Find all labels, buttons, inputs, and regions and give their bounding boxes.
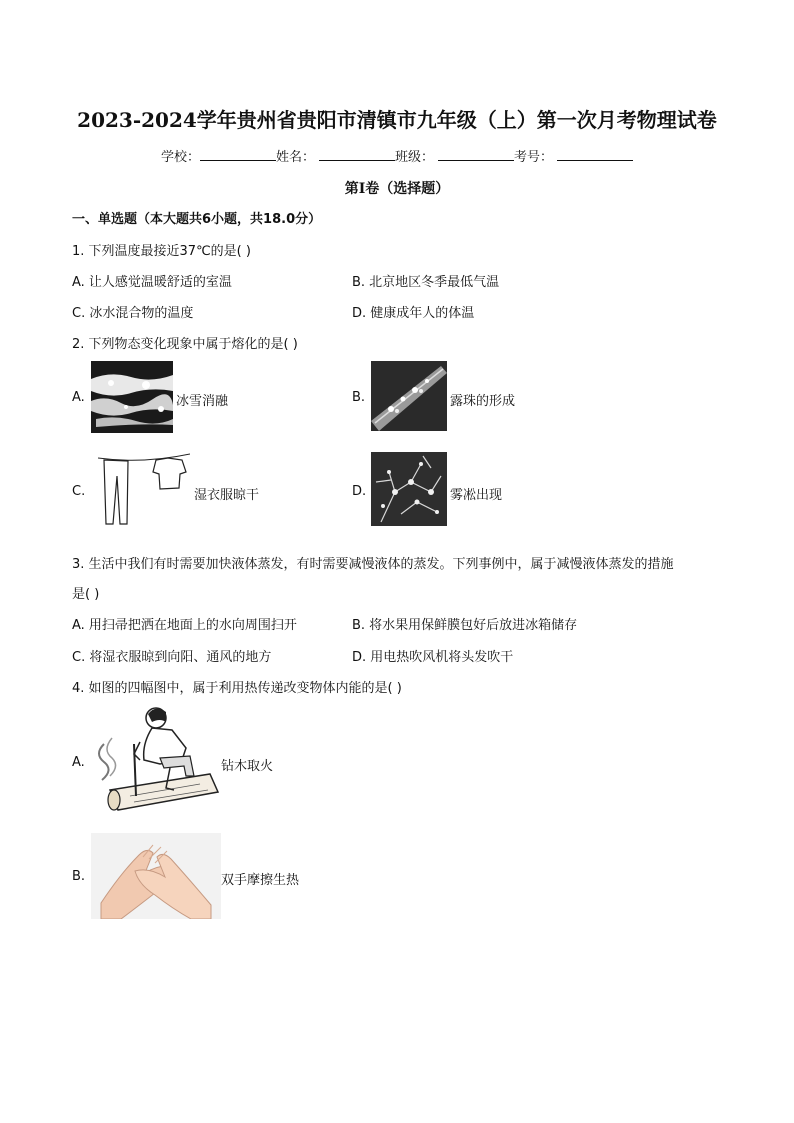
q3-stem-line2: 是( ): [72, 587, 100, 602]
q4-stem: 4. 如图的四幅图中，属于利用热传递改变物体内能的是( ): [72, 681, 402, 696]
q4-option-a-text: 钻木取火: [221, 759, 274, 774]
q2-option-b-text: 露珠的形成: [450, 394, 516, 409]
q3-option-d: D. 用电热吹风机将头发吹干: [352, 650, 514, 665]
ice-melting-image: [91, 361, 173, 433]
q1-option-b: B. 北京地区冬季最低气温: [352, 275, 500, 290]
class-blank[interactable]: [438, 148, 514, 161]
student-info-line: [0, 146, 794, 165]
q4-option-a-letter: A.: [72, 755, 85, 770]
q2-option-d-letter: D.: [352, 484, 367, 499]
q3-stem-line1: 3. 生活中我们有时需要加快液体蒸发，有时需要减慢液体的蒸发。下列事例中，属于减慢液体蒸发的措施: [72, 557, 674, 572]
q3-option-b: B. 将水果用保鲜膜包好后放进冰箱储存: [352, 618, 578, 633]
q2-option-c-text: 湿衣服晾干: [194, 488, 260, 503]
dew-drops-image: [371, 361, 447, 431]
section-heading: 一、单选题（本大题共6小题，共18.0分）: [72, 212, 322, 227]
drilling-wood-fire-image: [90, 704, 222, 814]
q2-option-b-letter: B.: [352, 390, 366, 405]
exam-no-label: 考号：: [514, 150, 554, 165]
school-blank[interactable]: [200, 148, 276, 161]
q3-option-c: C. 将湿衣服晾到向阳、通风的地方: [72, 650, 272, 665]
class-label: 班级：: [395, 150, 435, 165]
q4-option-b-text: 双手摩擦生热: [221, 873, 300, 888]
q1-option-a: A. 让人感觉温暖舒适的室温: [72, 275, 232, 290]
name-label: 姓名：: [275, 150, 315, 165]
q2-option-a-letter: A.: [72, 390, 85, 405]
name-blank[interactable]: [319, 148, 395, 161]
exam-title: 2023-2024学年贵州省贵阳市清镇市九年级（上）第一次月考物理试卷: [77, 108, 717, 132]
rime-frost-image: [371, 452, 447, 526]
exam-no-blank[interactable]: [557, 148, 633, 161]
q2-option-d-text: 雾凇出现: [450, 488, 503, 503]
q4-option-b-letter: B.: [72, 869, 86, 884]
q2-option-c-letter: C.: [72, 484, 86, 499]
q3-option-a: A. 用扫帚把洒在地面上的水向周围扫开: [72, 618, 297, 633]
rubbing-hands-image: [91, 833, 221, 919]
q1-stem: 1. 下列温度最接近37℃的是( ): [72, 244, 251, 259]
laundry-drying-image: [98, 446, 190, 528]
q2-stem: 2. 下列物态变化现象中属于熔化的是( ): [72, 337, 298, 352]
q2-option-a-text: 冰雪消融: [176, 394, 229, 409]
school-label: 学校：: [160, 150, 200, 165]
q1-option-c: C. 冰水混合物的温度: [72, 306, 194, 321]
part-title: 第I卷（选择题）: [344, 181, 450, 197]
q1-option-d: D. 健康成年人的体温: [352, 306, 475, 321]
